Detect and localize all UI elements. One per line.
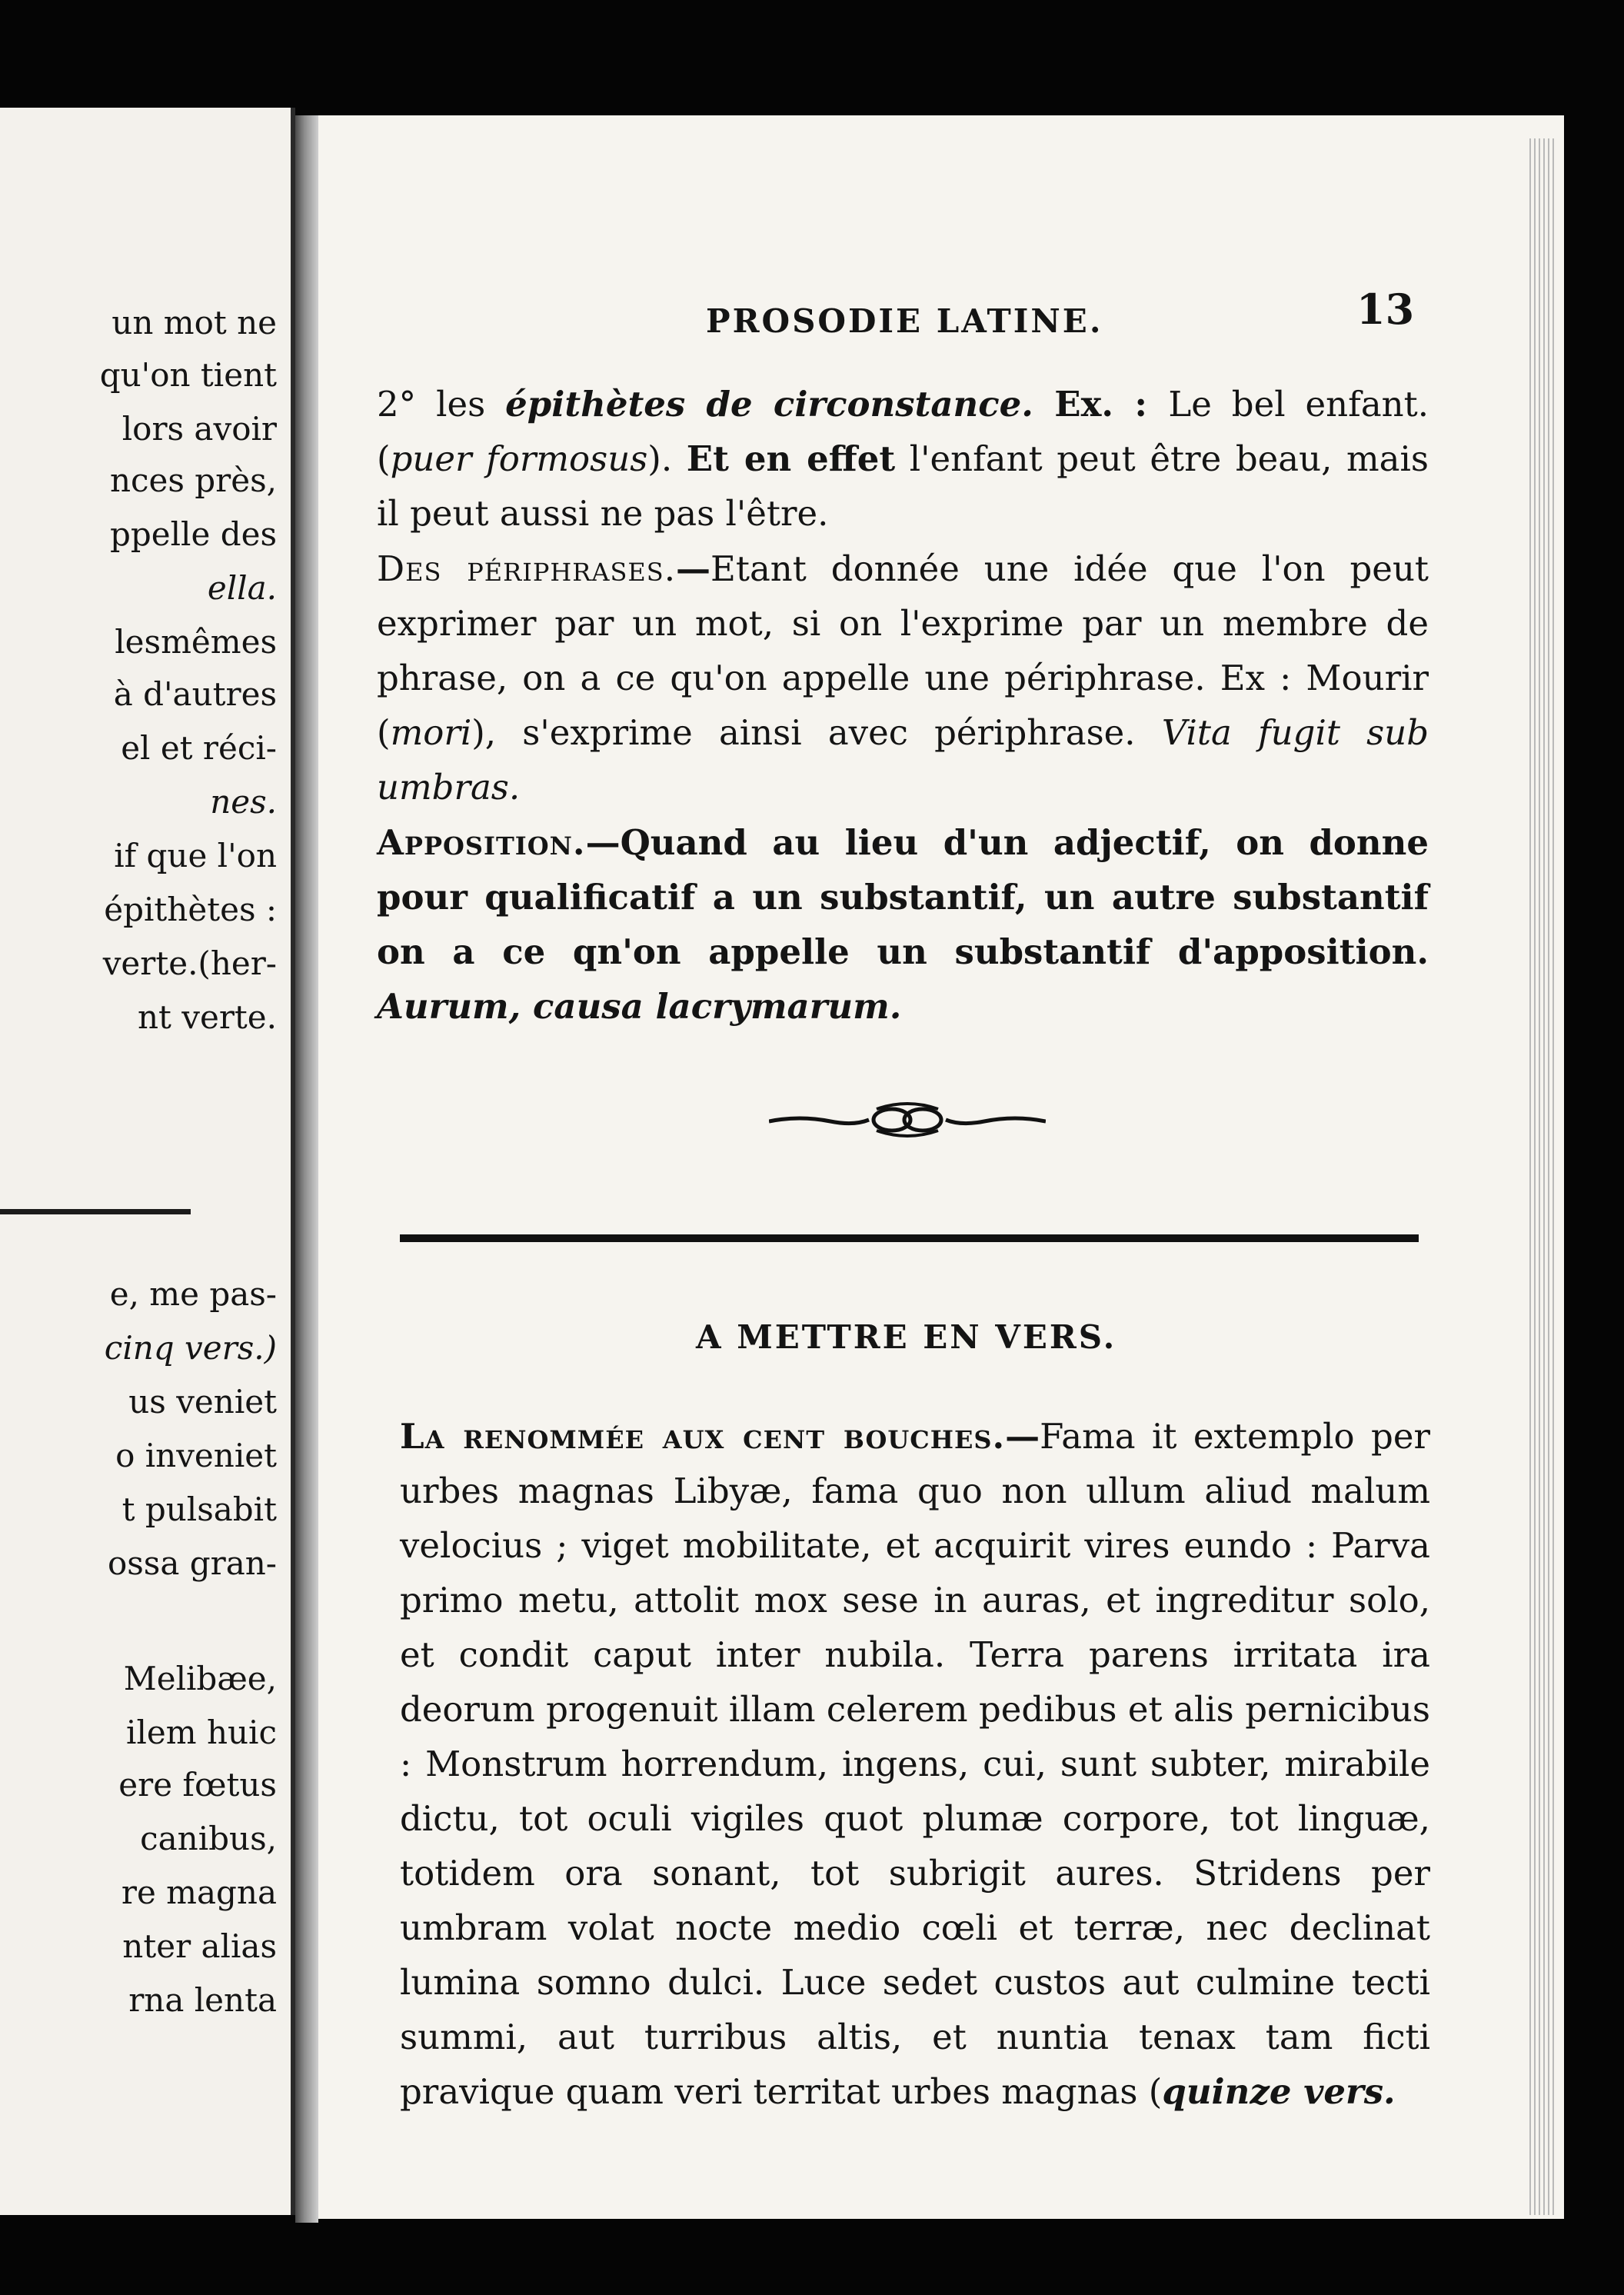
section-rule bbox=[400, 1234, 1419, 1242]
left-page-line: qu'on tient bbox=[99, 356, 277, 394]
paragraph-apposition bbox=[377, 815, 1429, 1034]
left-page-line: ilem huic bbox=[126, 1714, 277, 1751]
left-page-line: ella. bbox=[207, 569, 277, 607]
section-heading-apposition: Apposition. bbox=[377, 822, 586, 863]
latin-text: Fama it extemplo per urbes magnas Libyæ, fama quo non ullum aliud malum velocius ; viget mobilitate, et acquirit vires eundo : Parva primo metu, attolit mox sese in auras, et ingreditur solo, et condit caput inter nubila. Terra parens irritata ira deorum progenuit illam celerem pedibus et alis pernicibus : Monstrum horrendum, ingens, cui, sunt subter, mirabile dictu, tot oculi vigiles quot plumæ corpore, tot linguæ, totidem ora sonant, tot subrigit aures. Stridens per umbram volat nocte medio cœli et terræ, nec declinat lumina somno dulci. Luce sedet custos aut culmine tecti summi, aut turribus altis, et nuntia tenax tam ficti pravique quam veri territat urbes magnas ( bbox=[400, 1416, 1430, 2112]
left-page-line: us veniet bbox=[128, 1383, 277, 1421]
left-page-line: e, me pas- bbox=[109, 1275, 277, 1313]
left-page-rule bbox=[0, 1209, 191, 1214]
dash: — bbox=[1005, 1416, 1040, 1457]
dash: — bbox=[676, 548, 711, 589]
left-page-line: el et réci- bbox=[121, 729, 277, 767]
paragraph-epithetes bbox=[377, 377, 1429, 541]
paragraph-periphrases bbox=[377, 541, 1429, 814]
running-header: PROSODIE LATINE. bbox=[706, 302, 1103, 340]
left-page-line: verte.(her- bbox=[102, 944, 277, 982]
book-gutter bbox=[295, 115, 318, 2223]
left-page-line: lesmêmes bbox=[115, 623, 277, 661]
left-page-line: Melibæe, bbox=[123, 1660, 277, 1697]
term-italic: épithètes de circonstance. bbox=[505, 384, 1033, 425]
left-page-line: nes. bbox=[210, 783, 277, 821]
latin-example: Aurum, causa lacrymarum. bbox=[377, 986, 902, 1027]
left-page-line: nter alias bbox=[122, 1927, 277, 1965]
left-page-line: o inveniet bbox=[115, 1437, 277, 1474]
verse-note: quinze vers. bbox=[1162, 2071, 1396, 2112]
example-text: Le bel enfant. ( bbox=[377, 384, 1429, 479]
text-part-2: ), s'exprime ainsi avec périphrase. bbox=[471, 712, 1162, 753]
latin-phrase: Vita fugit sub umbras. bbox=[377, 712, 1429, 808]
section-heading-periphrases: Des périphrases. bbox=[377, 548, 677, 589]
latin-example: puer formosus bbox=[390, 438, 648, 479]
text-prefix: 2° les bbox=[377, 384, 506, 425]
left-page-fragment bbox=[0, 108, 295, 2215]
page-number: 13 bbox=[1356, 285, 1415, 334]
apposition-text: Quand au lieu d'un adjectif, on donne pour qualificatif a un substantif, un autre substantif on a ce qn'on appelle un substantif d'apposition. bbox=[377, 822, 1429, 972]
left-page-line: nces près, bbox=[109, 461, 277, 499]
text-rest: l'enfant peut être beau, mais il peut aussi ne pas l'être. bbox=[377, 438, 1429, 534]
left-page-line: rna lenta bbox=[128, 1981, 277, 2019]
section-heading-renommee: La renommée aux cent bouches. bbox=[400, 1416, 1006, 1457]
left-page-line: ere fœtus bbox=[118, 1766, 277, 1804]
left-page-line: ppelle des bbox=[110, 515, 277, 553]
left-page-line: à d'autres bbox=[113, 675, 277, 713]
left-page-line: cinq vers.) bbox=[104, 1329, 277, 1367]
text-close: ). bbox=[647, 438, 687, 479]
left-page-line: t pulsabit bbox=[121, 1491, 277, 1528]
left-page-line: if que l'on bbox=[114, 837, 277, 874]
left-page-line: re magna bbox=[121, 1874, 277, 1911]
left-page-line: épithètes : bbox=[104, 891, 277, 928]
bold-phrase: Et en effet bbox=[686, 438, 896, 479]
text-part-1: Etant donnée une idée que l'on peut exprimer par un mot, si on l'exprime par un membre de phrase, on a ce qu'on appelle une périphrase. Ex : Mourir ( bbox=[377, 548, 1429, 753]
ornament-flourish bbox=[769, 1098, 1046, 1141]
page-edges bbox=[1526, 138, 1554, 2215]
latin-word: mori bbox=[390, 712, 472, 753]
left-page-line: ossa gran- bbox=[107, 1544, 277, 1582]
paragraph-renommee bbox=[400, 1409, 1430, 2119]
section-title: A METTRE EN VERS. bbox=[696, 1318, 1117, 1356]
left-page-line: un mot ne bbox=[111, 304, 277, 341]
left-page-line: canibus, bbox=[140, 1820, 277, 1857]
left-page-line: lors avoir bbox=[121, 410, 277, 448]
ex-label: Ex. : bbox=[1033, 384, 1169, 425]
dash: — bbox=[585, 822, 621, 863]
left-page-line: nt verte. bbox=[137, 998, 277, 1036]
